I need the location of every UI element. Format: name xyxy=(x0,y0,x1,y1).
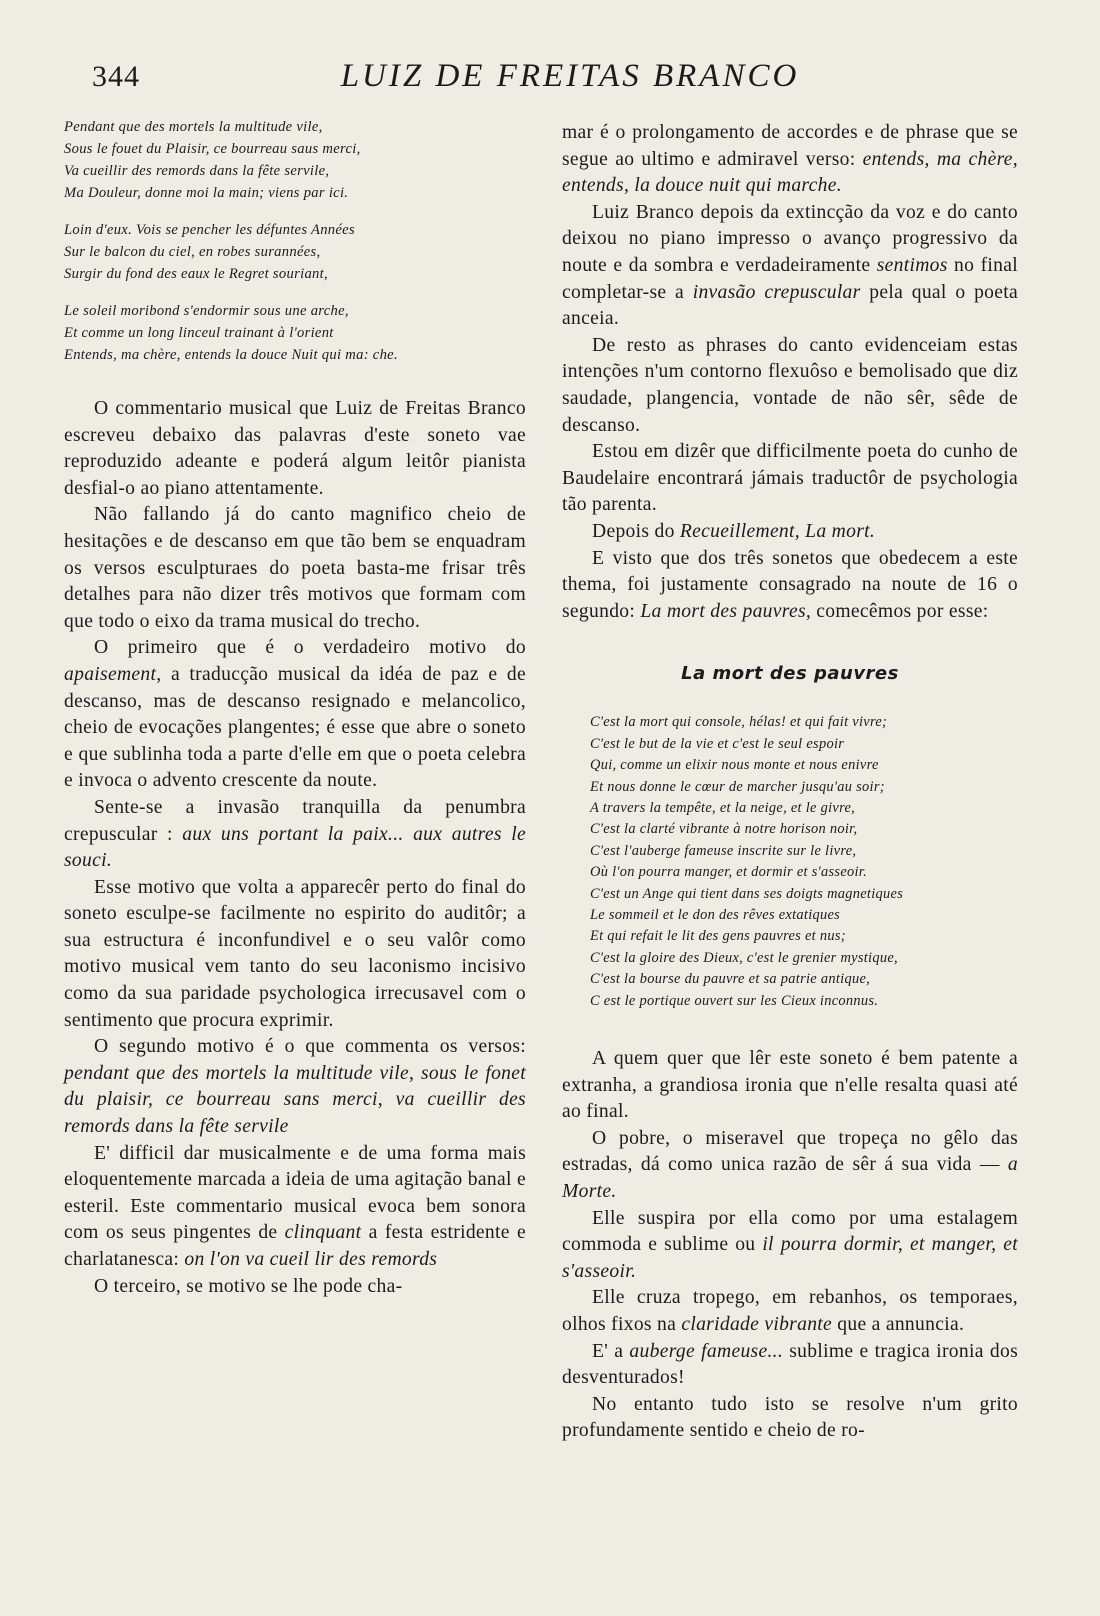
verse-line: C est le portique ouvert sur les Cieux inconnus. xyxy=(590,992,879,1009)
verse-line: C'est un Ange qui tient dans ses doigts magnetiques xyxy=(590,885,904,902)
verse-line: Le soleil moribond s'endormir sous une arche, xyxy=(64,303,349,319)
stanza xyxy=(64,116,526,204)
paragraph: O commentario musical que Luiz de Freitas Branco escreveu debaixo das palavras d'este soneto vae reproduzido adeante e poderá algum leitôr pianista desfial-o ao piano attentamente. xyxy=(64,398,526,499)
paragraph: Esse motivo que volta a apparecêr perto do final do soneto esculpe-se facilmente no espirito do auditôr; a sua estructura é inconfundivel e o seu valôr como motivo musical vem tanto do seu laconismo incisivo como da sua paridade psychologica irrecusavel com o sentimento que procura exprimir. xyxy=(64,876,526,1031)
verse-line: C'est la clarté vibrante à notre horison noir, xyxy=(590,821,858,838)
paragraph: Estou em dizêr que difficilmente poeta do cunho de Baudelaire encontrará jámais traductôr de psychologia tão parenta. xyxy=(562,441,1018,516)
stanza xyxy=(64,300,526,366)
left-body-text xyxy=(64,396,526,1300)
left-column xyxy=(64,116,526,1300)
running-title: LUIZ DE FREITAS BRANCO xyxy=(340,58,800,94)
verse-line: Et qui refait le lit des gens pauvres et nus; xyxy=(590,928,846,945)
sonnet-excerpt xyxy=(64,116,526,366)
sonnet-la-mort-des-pauvres xyxy=(590,712,1018,1012)
verse-line: Entends, ma chère, entends la douce Nuit qui ma: che. xyxy=(64,347,398,363)
verse-line: Surgir du fond des eaux le Regret souriant, xyxy=(64,266,328,282)
verse-line: C'est l'auberge fameuse inscrite sur le livre, xyxy=(590,842,857,859)
verse-line: Et comme un long linceul trainant à l'orient xyxy=(64,325,334,341)
paragraph: O terceiro, se motivo se lhe pode cha- xyxy=(94,1275,403,1297)
stanza xyxy=(64,219,526,285)
paragraph: O pobre, o miseravel que tropeça no gêlo das estradas, dá como unica razão de sêr á sua vida — a Morte. xyxy=(562,1127,1018,1202)
paragraph: Não fallando já do canto magnifico cheio de hesitações e de descanso em que tão bem se enquadram os versos esculpturaes do poeta basta-me frisar três detalhes para não dizer três motivos que formam com que todo o eixo da trama musical do trecho. xyxy=(64,504,526,632)
verse-line: Et nous donne le cœur de marcher jusqu'au soir; xyxy=(590,778,885,795)
paragraph: E' a auberge fameuse... sublime e tragica ironia dos desventurados! xyxy=(562,1340,1019,1389)
verse-line: C'est la gloire des Dieux, c'est le grenier mystique, xyxy=(590,949,898,966)
paragraph: Elle suspira por ella como por uma estalagem commoda e sublime ou il pourra dormir, et manger, et s'asseoir. xyxy=(562,1207,1018,1282)
paragraph: O segundo motivo é o que commenta os versos: pendant que des mortels la multitude vile, sous le fonet du plaisir, ce bourreau sans merci, va cueillir des remords dans la fête servile xyxy=(64,1036,526,1138)
paragraph: Depois do Recueillement, La mort. xyxy=(592,520,876,542)
paragraph: No entanto tudo isto se resolve n'um grito profundamente sentido e cheio de ro- xyxy=(562,1393,1018,1442)
paragraph: E visto que dos três sonetos que obedecem a este thema, foi justamente consagrado na noute de 16 o segundo: La mort des pauvres, comecêmos por esse: xyxy=(562,547,1018,622)
page-number: 344 xyxy=(92,60,140,93)
paragraph: E' difficil dar musicalmente e de uma forma mais eloquentemente marcada a ideia de uma agitação banal e esteril. Este commentario musical evoca bem sonora com os seus pingentes de clinquant a festa estridente e charlatanesca: on l'on va cueil lir des remords xyxy=(64,1142,526,1270)
paragraph: De resto as phrases do canto evidenceiam estas intenções n'um contorno flexuôso e bemolisado que diz saudade, plangencia, vontade de não sêr, sêde de descanso. xyxy=(562,334,1018,436)
paragraph: Elle cruza tropego, em rebanhos, os temporaes, olhos fixos na claridade vibrante que a annuncia. xyxy=(562,1287,1018,1335)
verse-line: Où l'on pourra manger, et dormir et s'asseoir. xyxy=(590,864,867,881)
verse-line: Sous le fouet du Plaisir, ce bourreau saus merci, xyxy=(64,141,361,157)
right-column xyxy=(562,120,1018,1445)
page-header xyxy=(0,56,1100,106)
paragraph: Sente-se a invasão tranquilla da penumbra crepuscular : aux uns portant la paix... aux autres le souci. xyxy=(64,796,526,872)
paragraph: mar é o prolongamento de accordes e de phrase que se segue ao ultimo e admiravel verso: entends, ma chère, entends, la douce nuit qui marche. xyxy=(562,122,1018,197)
verse-line: Pendant que des mortels la multitude vile, xyxy=(64,119,323,135)
paragraph: Luiz Branco depois da extincção da voz e do canto deixou no piano impresso o avanço progressivo da noute e da sombra e verdadeiramente sentimos no final completar-se a invasão crepuscular pela qual o poeta anceia. xyxy=(562,201,1019,330)
verse-line: C'est la mort qui console, hélas! et qui fait vivre; xyxy=(590,714,888,731)
verse-line: Sur le balcon du ciel, en robes surannées, xyxy=(64,244,321,260)
right-body-text-continued xyxy=(562,1046,1018,1445)
poem-title: La mort des pauvres xyxy=(681,663,899,685)
verse-line: Qui, comme un elixir nous monte et nous enivre xyxy=(590,757,879,774)
right-body-text xyxy=(562,120,1018,625)
verse-line: Ma Douleur, donne moi la main; viens par ici. xyxy=(64,185,349,201)
verse-line: C'est la bourse du pauvre et sa patrie antique, xyxy=(590,971,871,988)
paragraph: A quem quer que lêr este soneto é bem patente a extranha, a grandiosa ironia que n'elle resalta quasi até ao final. xyxy=(562,1047,1018,1123)
verse-line: Va cueillir des remords dans la fête servile, xyxy=(64,163,330,179)
verse-line: A travers la tempête, et la neige, et le givre, xyxy=(590,799,856,816)
verse-line: Loin d'eux. Vois se pencher les défuntes Années xyxy=(64,222,355,238)
verse-line: C'est le but de la vie et c'est le seul espoir xyxy=(590,735,845,752)
paragraph: O primeiro que é o verdadeiro motivo do apaisement, a traducção musical da idéa de paz e de descanso, mas de descanso resignado e melancolico, cheio de evocações plangentes; é esse que abre o soneto e que sublinha toda a parte d'elle em que o poeta celebra e invoca o advento crescente da noute. xyxy=(64,637,526,792)
verse-line: Le sommeil et le don des rêves extatiques xyxy=(590,906,841,923)
